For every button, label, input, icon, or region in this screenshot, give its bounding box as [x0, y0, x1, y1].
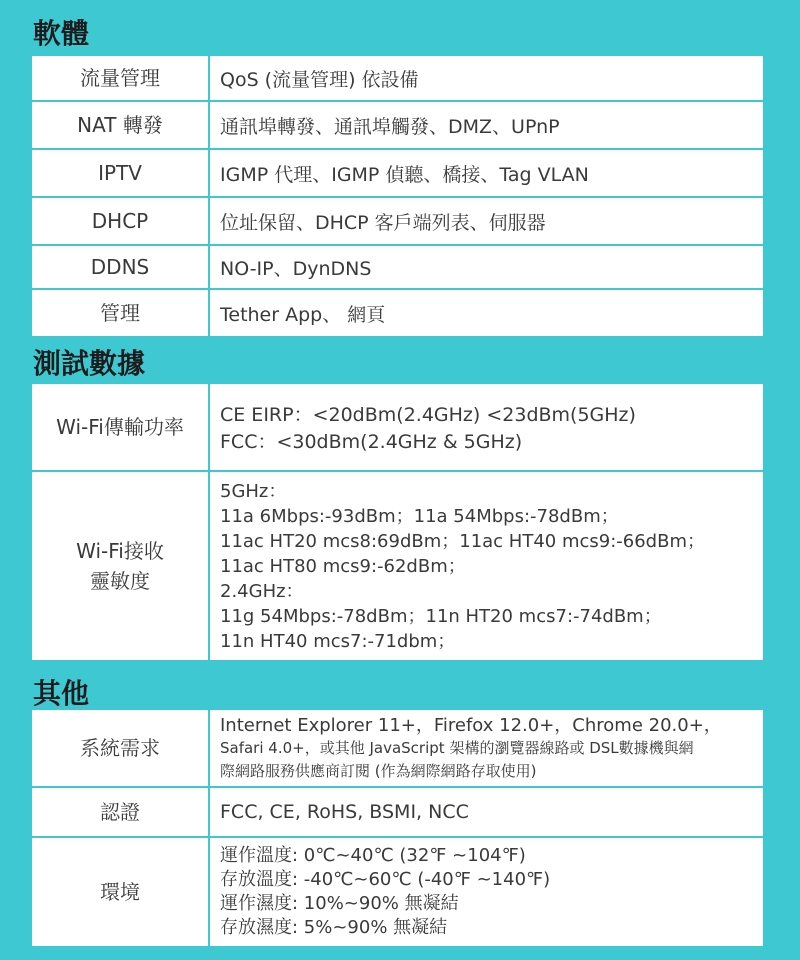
row-label — [32, 384, 210, 470]
spec-row-nat — [32, 102, 763, 150]
row-value-line: IGMP 代理、IGMP 偵聽、橋接、Tag VLAN — [220, 163, 589, 186]
row-label — [32, 102, 210, 148]
spec-row-iptv — [32, 150, 763, 198]
row-value-line: CE EIRP：<20dBm(2.4GHz) <23dBm(5GHz) — [220, 404, 636, 426]
row-label-line: Wi-Fi接收 — [76, 539, 164, 563]
row-label-line: 管理 — [100, 301, 140, 325]
spec-row-management — [32, 290, 763, 336]
row-value — [210, 710, 763, 786]
row-label — [32, 56, 210, 100]
row-label — [32, 150, 210, 196]
row-value — [210, 246, 763, 288]
row-label-line: 靈敏度 — [90, 569, 150, 593]
test-data-spec-table — [32, 384, 763, 660]
section-title-other: 其他 — [33, 677, 90, 710]
spec-row-wifi-rx-sensitivity — [32, 472, 763, 660]
row-label — [32, 472, 210, 660]
row-value-line: 2.4GHz： — [220, 580, 304, 602]
row-value-line: FCC, CE, RoHS, BSMI, NCC — [220, 801, 469, 823]
row-label — [32, 710, 210, 786]
row-value-line: 通訊埠轉發、通訊埠觸發、DMZ、UPnP — [220, 115, 560, 138]
row-value-line: 存放濕度: 5%~90% 無凝結 — [220, 917, 448, 938]
row-value-line: 11g 54Mbps:-78dBm；11n HT20 mcs7:-74dBm； — [220, 605, 662, 627]
row-label — [32, 290, 210, 336]
row-value-line: 11ac HT20 mcs8:69dBm；11ac HT40 mcs9:-66dBm； — [220, 530, 705, 552]
row-value-line: Tether App、 網頁 — [220, 303, 386, 326]
row-label-line: DDNS — [90, 255, 150, 279]
row-value — [210, 150, 763, 196]
row-value-line: QoS (流量管理) 依設備 — [220, 68, 419, 91]
row-value — [210, 198, 763, 244]
row-label-line: Wi-Fi傳輸功率 — [56, 415, 184, 439]
row-value-line: 11a 6Mbps:-93dBm；11a 54Mbps:-78dBm； — [220, 505, 619, 527]
row-value-line: 運作溫度: 0℃~40℃ (32℉ ~104℉) — [220, 845, 526, 866]
row-label — [32, 838, 210, 946]
spec-row-qos — [32, 56, 763, 102]
spec-row-system-requirements — [32, 710, 763, 788]
row-value — [210, 472, 763, 660]
row-label — [32, 246, 210, 288]
row-value — [210, 56, 763, 100]
row-value — [210, 838, 763, 946]
row-label-line: NAT 轉發 — [77, 113, 163, 137]
row-value-line: 11n HT40 mcs7:-71dbm； — [220, 630, 456, 652]
spec-row-dhcp — [32, 198, 763, 246]
spec-row-certification — [32, 788, 763, 838]
row-value-line: FCC：<30dBm(2.4GHz & 5GHz) — [220, 431, 523, 453]
spec-row-ddns — [32, 246, 763, 290]
row-value-line: 運作濕度: 10%~90% 無凝結 — [220, 893, 459, 914]
row-value-line: 位址保留、DHCP 客戶端列表、伺服器 — [220, 211, 546, 234]
row-value — [210, 290, 763, 336]
row-label-line: 流量管理 — [80, 66, 160, 90]
row-value — [210, 788, 763, 836]
row-value-line: NO-IP、DynDNS — [220, 257, 372, 280]
row-value-line: 5GHz： — [220, 480, 287, 502]
spec-row-wifi-tx-power — [32, 384, 763, 472]
row-label-line: 認證 — [100, 800, 140, 824]
row-value-line: Safari 4.0+，或其他 JavaScript 架構的瀏覽器線路或 DSL數據機與網 — [220, 738, 694, 757]
section-title-software: 軟體 — [33, 17, 90, 50]
other-spec-table — [32, 710, 763, 946]
row-value-line: Internet Explorer 11+，Firefox 12.0+，Chrome 20.0+， — [220, 714, 722, 736]
row-label — [32, 788, 210, 836]
software-spec-table — [32, 56, 763, 336]
row-value — [210, 384, 763, 470]
row-label — [32, 198, 210, 244]
row-value-line: 11ac HT80 mcs9:-62dBm； — [220, 555, 466, 577]
section-title-test-data: 測試數據 — [33, 347, 146, 380]
row-label-line: IPTV — [98, 161, 142, 185]
row-value — [210, 102, 763, 148]
row-value-line: 際網路服務供應商訂閱 (作為網際網路存取使用) — [220, 761, 537, 780]
row-value-line: 存放溫度: -40℃~60℃ (-40℉ ~140℉) — [220, 869, 551, 890]
spec-row-environment — [32, 838, 763, 946]
row-label-line: DHCP — [91, 209, 149, 233]
row-label-line: 環境 — [100, 880, 140, 904]
row-label-line: 系統需求 — [80, 736, 160, 760]
